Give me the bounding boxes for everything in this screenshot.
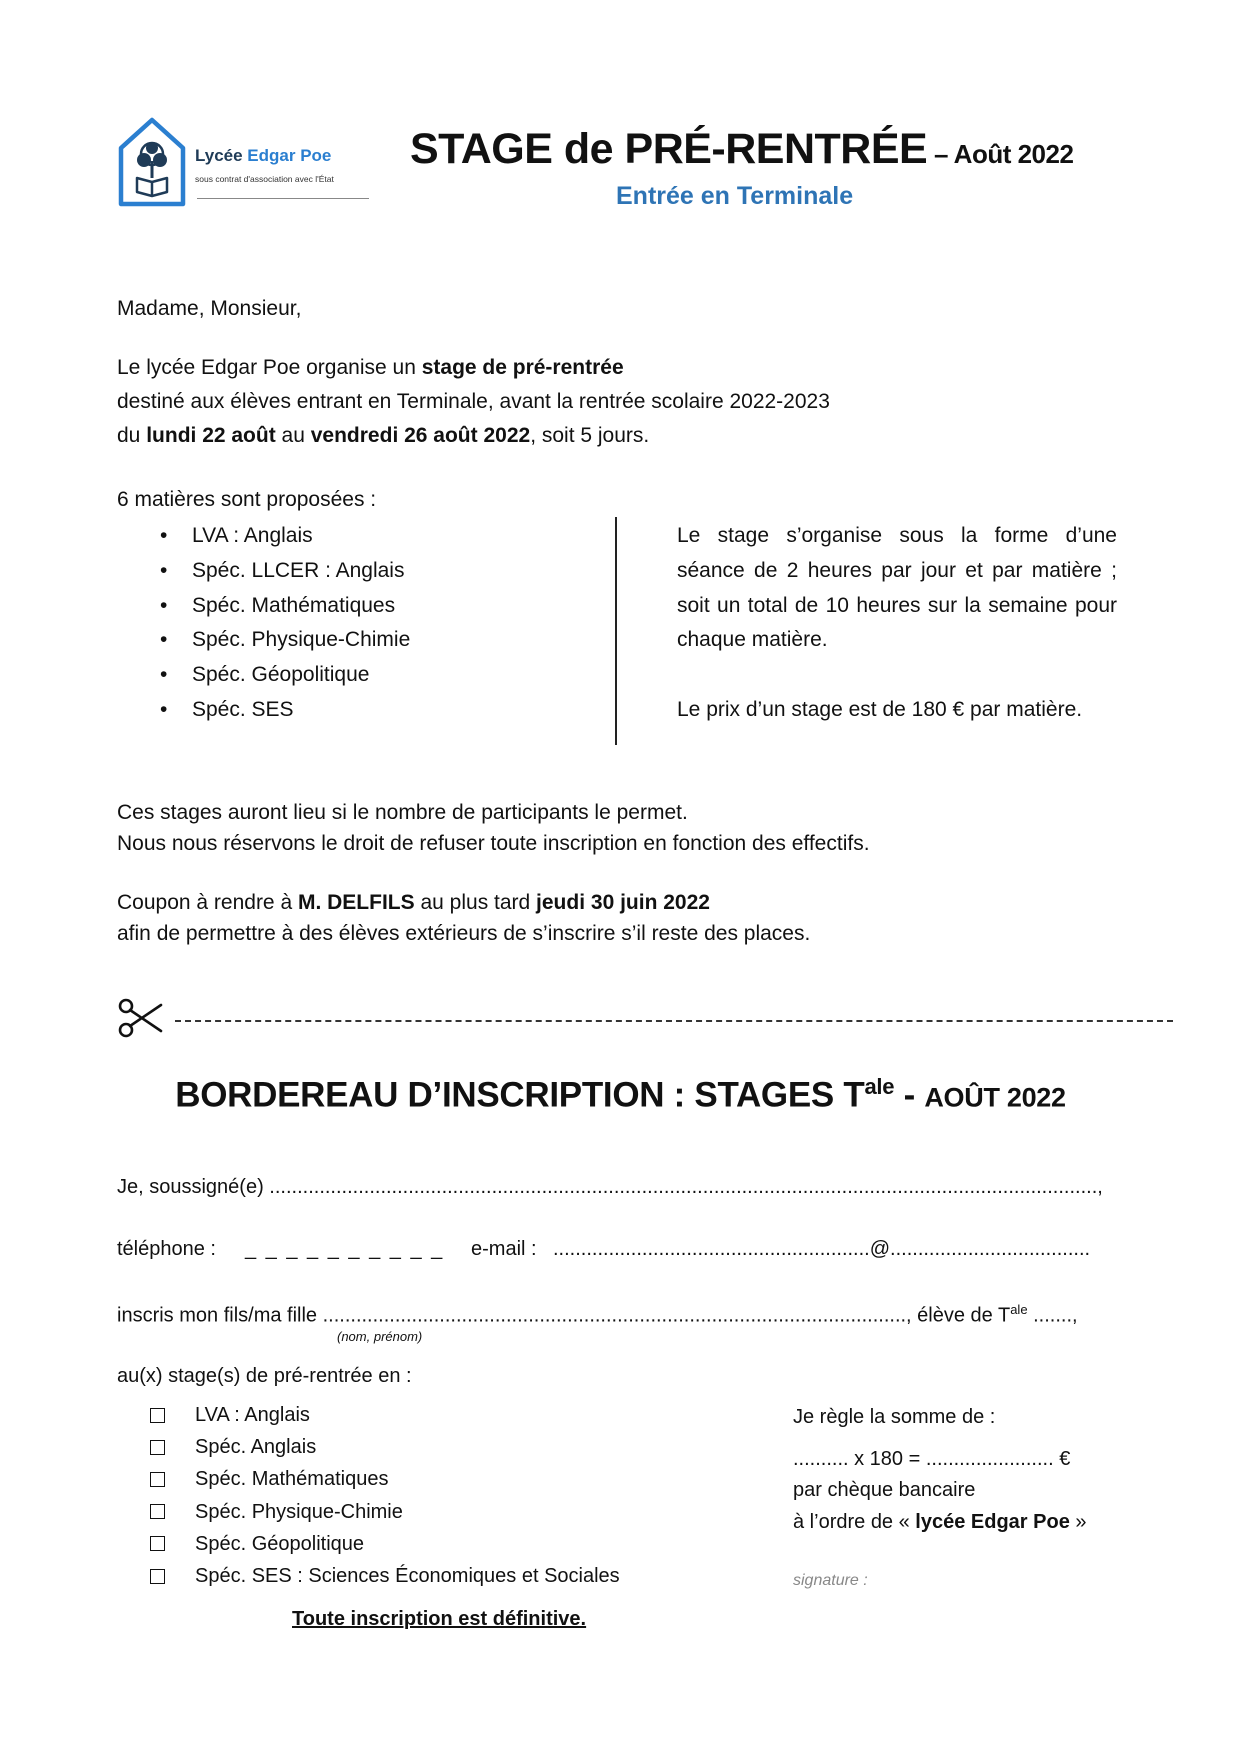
column-divider (615, 517, 617, 745)
list-item: • Spéc. SES (160, 693, 410, 728)
form-title: BORDEREAU D’INSCRIPTION : STAGES $T^{ale}$ - AOÛT 2022 (175, 1074, 1066, 1115)
signature-label: signature : (793, 1572, 868, 1589)
stage-details (677, 519, 1117, 728)
payment-label: Je règle la somme de : (793, 1406, 996, 1428)
stages-intro: au(x) stage(s) de pré-rentrée en : (117, 1365, 412, 1387)
list-item: • Spéc. Mathématiques (160, 589, 410, 624)
cut-line (175, 1020, 1173, 1022)
stage-organisation-text: Le stage s’organise sous la forme d’une séance de 2 heures par jour et par matière ; soit un total de 10 heures sur la semaine pour chaque matière. (677, 524, 1117, 652)
school-name: Lycée Edgar Poe (195, 146, 332, 165)
payment-payee: à l’ordre de « lycée Edgar Poe » (793, 1510, 1087, 1533)
page-title: STAGE de PRÉ-RENTRÉE – Août 2022 (410, 125, 1074, 173)
conditions-line-2: Nous nous réservons le droit de refuser toute inscription en fonction des effectifs. (117, 832, 870, 855)
stage-option[interactable]: Spéc. Géopolitique (150, 1528, 620, 1560)
undersigned-field[interactable] (117, 1176, 1103, 1199)
payment-amount-field[interactable]: .......... x 180 = ....................... € (793, 1447, 1071, 1470)
stage-price-text: Le prix d’un stage est de 180 € par matière. (677, 697, 1083, 721)
intro-line-1: Le lycée Edgar Poe organise un stage de pré-rentrée (117, 356, 624, 379)
list-item: • Spéc. LLCER : Anglais (160, 554, 410, 589)
stage-option[interactable]: LVA : Anglais (150, 1399, 620, 1431)
stage-option[interactable]: Spéc. Physique-Chimie (150, 1496, 620, 1528)
list-item: • LVA : Anglais (160, 519, 410, 554)
intro-line-3: du lundi 22 août au vendredi 26 août 2022, soit 5 jours. (117, 424, 650, 447)
subjects-intro: 6 matières sont proposées : (117, 488, 377, 511)
checkbox[interactable] (150, 1504, 165, 1519)
coupon-line-1: Coupon à rendre à M. DELFILS au plus tard jeudi 30 juin 2022 (117, 891, 710, 914)
checkbox[interactable] (150, 1408, 165, 1423)
checkbox[interactable] (150, 1472, 165, 1487)
payment-method: par chèque bancaire (793, 1479, 976, 1501)
class-blank[interactable]: ......., (1027, 1304, 1078, 1327)
school-house-tree-icon (117, 116, 187, 208)
stage-option[interactable]: Spéc. SES : Sciences Économiques et Sociales (150, 1560, 620, 1592)
conditions-line-1: Ces stages auront lieu si le nombre de participants le permet. (117, 801, 688, 824)
logo-underline (197, 198, 369, 199)
payment-block (793, 1402, 1087, 1538)
stage-option[interactable]: Spéc. Mathématiques (150, 1463, 620, 1495)
salutation: Madame, Monsieur, (117, 297, 302, 320)
child-field[interactable] (117, 1302, 1078, 1328)
phone-label: téléphone : (117, 1238, 216, 1260)
checkbox[interactable] (150, 1536, 165, 1551)
email-field[interactable]: .........................................................@.................................... (553, 1238, 1091, 1260)
undersigned-label: Je, soussigné(e) (117, 1176, 264, 1198)
phone-field[interactable]: _ _ _ _ _ _ _ _ _ _ (245, 1238, 445, 1260)
checkbox[interactable] (150, 1569, 165, 1584)
intro-line-2: destiné aux élèves entrant en Terminale, avant la rentrée scolaire 2022-2023 (117, 390, 830, 413)
scissors-icon (117, 997, 163, 1039)
final-note: Toute inscription est définitive. (292, 1608, 587, 1630)
list-item: • Spéc. Physique-Chimie (160, 623, 410, 658)
checkbox[interactable] (150, 1440, 165, 1455)
school-tagline: sous contrat d'association avec l'État (195, 174, 334, 184)
list-item: • Spéc. Géopolitique (160, 658, 410, 693)
subjects-list (160, 519, 410, 728)
undersigned-blank[interactable]: ....................................................................................................................................................., (263, 1176, 1103, 1198)
page-subtitle: Entrée en Terminale (616, 182, 854, 210)
terminale-sup: ale (1010, 1302, 1028, 1317)
stage-options (150, 1399, 620, 1592)
coupon-line-2: afin de permettre à des élèves extérieurs de s’inscrire s’il reste des places. (117, 922, 811, 945)
school-logo (117, 116, 377, 208)
stage-option[interactable]: Spéc. Anglais (150, 1431, 620, 1463)
child-label: inscris mon fils/ma fille (117, 1304, 318, 1327)
name-hint: (nom, prénom) (337, 1329, 423, 1344)
email-label: e-mail : (471, 1238, 537, 1260)
child-blank[interactable]: ........................................................................................................., élève de T (317, 1304, 1011, 1327)
